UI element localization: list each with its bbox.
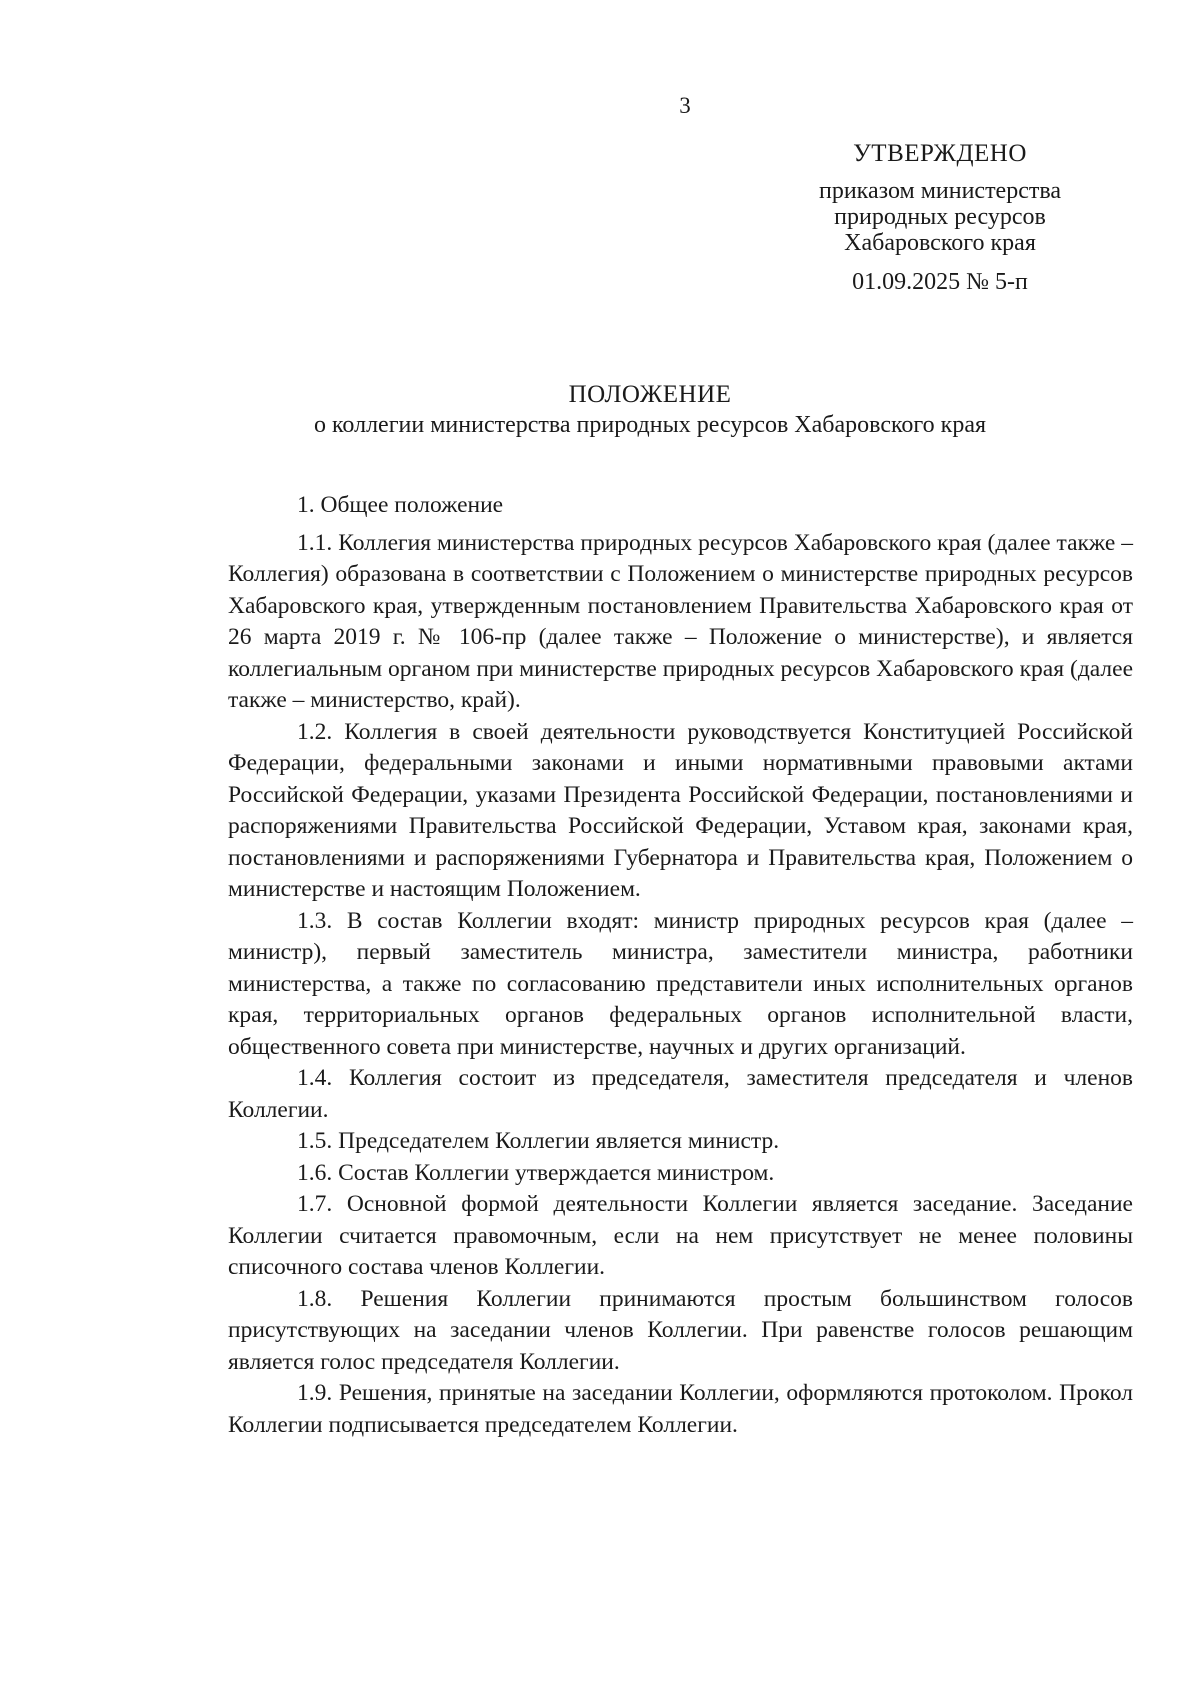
approval-issuer-line: природных ресурсов xyxy=(834,204,1046,230)
approved-label: УТВЕРЖДЕНО xyxy=(853,140,1027,167)
paragraph-1-9: 1.9. Решения, принятые на заседании Коллегии, оформляются протоколом. Прокол Коллегии подписывается председателем Коллегии. xyxy=(228,1380,1133,1438)
paragraph-1-3: 1.3. В состав Коллегии входят: министр природных ресурсов края (далее – министр), первый заместитель министра, заместители министра, работники министерства, а также по согласованию представители иных исполнительных органов края, территориальных органов федеральных органов исполнительной власти, общественного совета при министерстве, научных и других организаций. xyxy=(228,907,1133,1060)
paragraph-1-4: 1.4. Коллегия состоит из председателя, заместителя председателя и членов Коллегии. xyxy=(228,1065,1133,1123)
paragraph-1-8: 1.8. Решения Коллегии принимаются простым большинством голосов присутствующих на заседании членов Коллегии. При равенстве голосов решающим является голос председателя Коллегии. xyxy=(228,1285,1133,1375)
section-heading: 1. Общее положение xyxy=(297,492,504,518)
document-subtitle: о коллегии министерства природных ресурсов Хабаровского края xyxy=(313,412,987,438)
paragraph-1-1: 1.1. Коллегия министерства природных ресурсов Хабаровского края (далее также – Коллегия) образована в соответствии с Положением о министерстве природных ресурсов Хабаровского края, утвержденным постановлением Правительства Хабаровского края от 26 марта 2019 г. № 106-пр (далее также – Положение о министерстве), и является коллегиальным органом при министерстве природных ресурсов Хабаровского края (далее также – министерство, край). xyxy=(228,529,1133,713)
paragraph-1-6: 1.6. Состав Коллегии утверждается министром. xyxy=(297,1159,775,1186)
approval-issuer-line: приказом министерства xyxy=(818,178,1062,204)
page-number: 3 xyxy=(679,93,691,118)
approval-date-number: 01.09.2025 № 5-п xyxy=(852,269,1028,295)
approval-issuer-line: Хабаровского края xyxy=(844,230,1036,256)
paragraph-1-2: 1.2. Коллегия в своей деятельности руководствуется Конституцией Российской Федерации, федеральными законами и иными нормативными правовыми актами Российской Федерации, указами Президента Российской Федерации, постановлениями и распоряжениями Правительства Российской Федерации, Уставом края, законами края, постановлениями и распоряжениями Губернатора и Правительства края, Положением о министерстве и настоящим Положением. xyxy=(228,718,1133,902)
approval-stamp xyxy=(790,140,1090,296)
document-body xyxy=(228,490,1133,1441)
document-title-block xyxy=(230,380,1070,440)
paragraph-1-7: 1.7. Основной формой деятельности Коллегии является заседание. Заседание Коллегии считается правомочным, если на нем присутствует не менее половины списочного состава членов Коллегии. xyxy=(228,1191,1133,1280)
document-title: ПОЛОЖЕНИЕ xyxy=(568,381,732,408)
paragraph-1-5: 1.5. Председателем Коллегии является министр. xyxy=(297,1128,780,1154)
